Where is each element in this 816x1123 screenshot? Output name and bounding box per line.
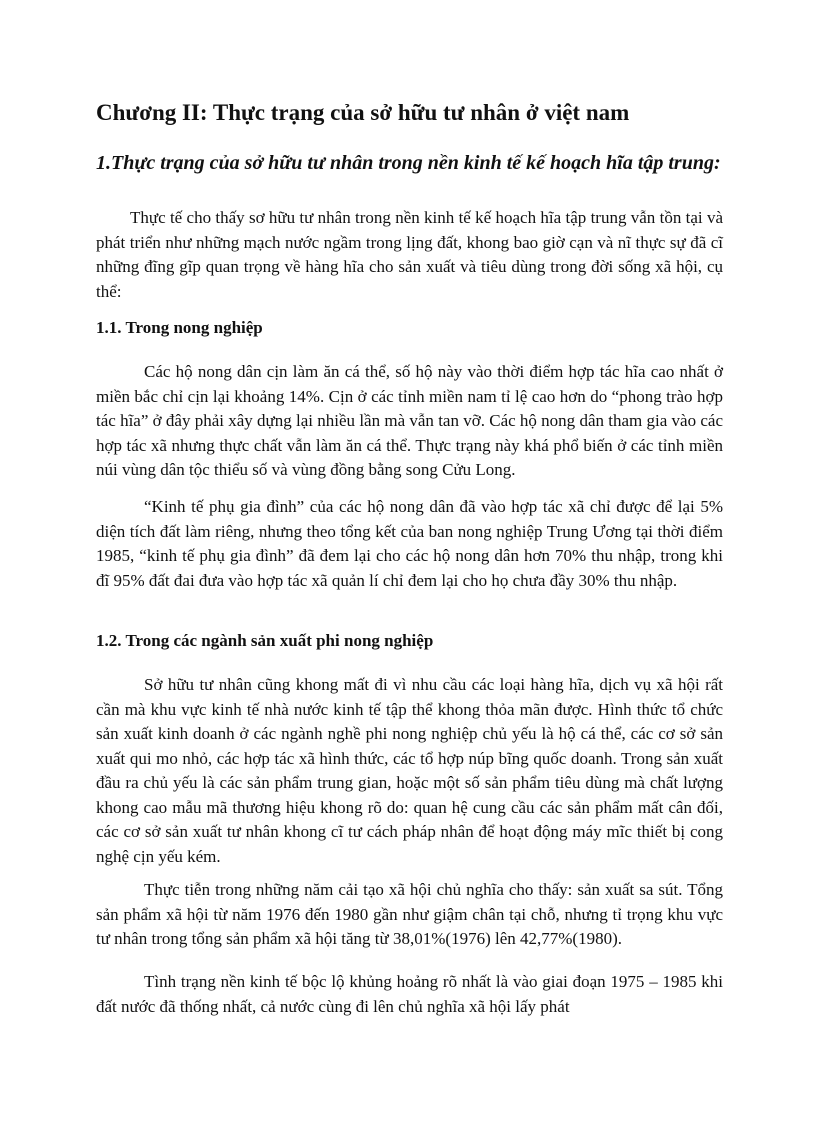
subsection-heading-agriculture: 1.1. Trong nong nghiệp (96, 318, 263, 337)
body-paragraph: Tình trạng nền kinh tế bộc lộ khủng hoảng rõ nhất là vào giai đoạn 1975 – 1985 khi đất nước đã thống nhất, cả nước cùng đi lên chủ nghĩa xã hội lấy phát (96, 972, 723, 1016)
chapter-title: Chương II: Thực trạng của sở hữu tư nhân ở việt nam (96, 100, 630, 125)
section-intro-paragraph: Thực tế cho thấy sơ hữu tư nhân trong nền kinh tế kế hoạch hĩa tập trung vẫn tồn tại và phát triển như những mạch nước ngầm trong lịng đất, khong bao giờ cạn và nĩ thực sự đã cĩ những đĩng gĩp quan trọng về hàng hĩa cho sản xuất và tiêu dùng trong đời sống xã hội, cụ thể: (96, 208, 723, 301)
body-paragraph: Sở hữu tư nhân cũng khong mất đi vì nhu cầu các loại hàng hĩa, dịch vụ xã hội rất cần mà khu vực kinh tế nhà nước kinh tế tập thể khong thỏa mãn được. Hình thức tổ chức sản xuất kinh doanh ở các ngành nghề phi nong nghiệp chủ yếu là hộ cá thể, các cơ sở sản xuất qui mo nhỏ, các hợp tác xã hình thức, các tổ hợp núp bĩng quốc doanh. Trong sản xuất đầu ra chủ yếu là các sản phẩm trung gian, hoặc một số sản phẩm tiêu dùng mà chất lượng khong cao mẫu mã thương hiệu khong rõ do: quan hệ cung cầu các sản phẩm mất cân đối, các cơ sở sản xuất tư nhân khong cĩ tư cách pháp nhân để hoạt động máy mĩc thiết bị cong nghệ cịn yếu kém. (96, 675, 723, 866)
section-title: 1.Thực trạng của sở hữu tư nhân trong nền kinh tế kế hoạch hĩa tập trung: (96, 152, 721, 174)
body-paragraph: Thực tiễn trong những năm cải tạo xã hội chủ nghĩa cho thấy: sản xuất sa sút. Tổng sản phẩm xã hội từ năm 1976 đến 1980 gần như giậm chân tại chỗ, nhưng tỉ trọng khu vực tư nhân trong tổng sản phẩm xã hội tăng từ 38,01%(1976) lên 42,77%(1980). (96, 880, 723, 948)
subsection-heading-non-agriculture: 1.2. Trong các ngành sản xuất phi nong nghiệp (96, 631, 434, 650)
body-paragraph: “Kinh tế phụ gia đình” của các hộ nong dân đã vào hợp tác xã chỉ được để lại 5% diện tích đất làm riêng, nhưng theo tổng kết của ban nong nghiệp Trung Ương tại thời điểm 1985, “kinh tế phụ gia đình” đã đem lại cho các hộ nong dân hơn 70% thu nhập, trong khi đĩ 95% đất đai đưa vào hợp tác xã quản lí chỉ đem lại cho họ chưa đầy 30% thu nhập. (96, 497, 723, 590)
body-paragraph: Các hộ nong dân cịn làm ăn cá thể, số hộ này vào thời điểm hợp tác hĩa cao nhất ở miền bắc chỉ cịn lại khoảng 14%. Cịn ở các tỉnh miền nam tỉ lệ cao hơn do “phong trào hợp tác hĩa” ở đây phải xây dựng lại nhiều lần mà vẫn tan vỡ. Các hộ nong dân tham gia vào các hợp tác xã nhưng thực chất vẫn làm ăn cá thể. Thực trạng này khá phổ biến ở các tỉnh miền núi vùng dân tộc thiểu số và vùng đồng bằng song Cửu Long. (96, 362, 723, 479)
